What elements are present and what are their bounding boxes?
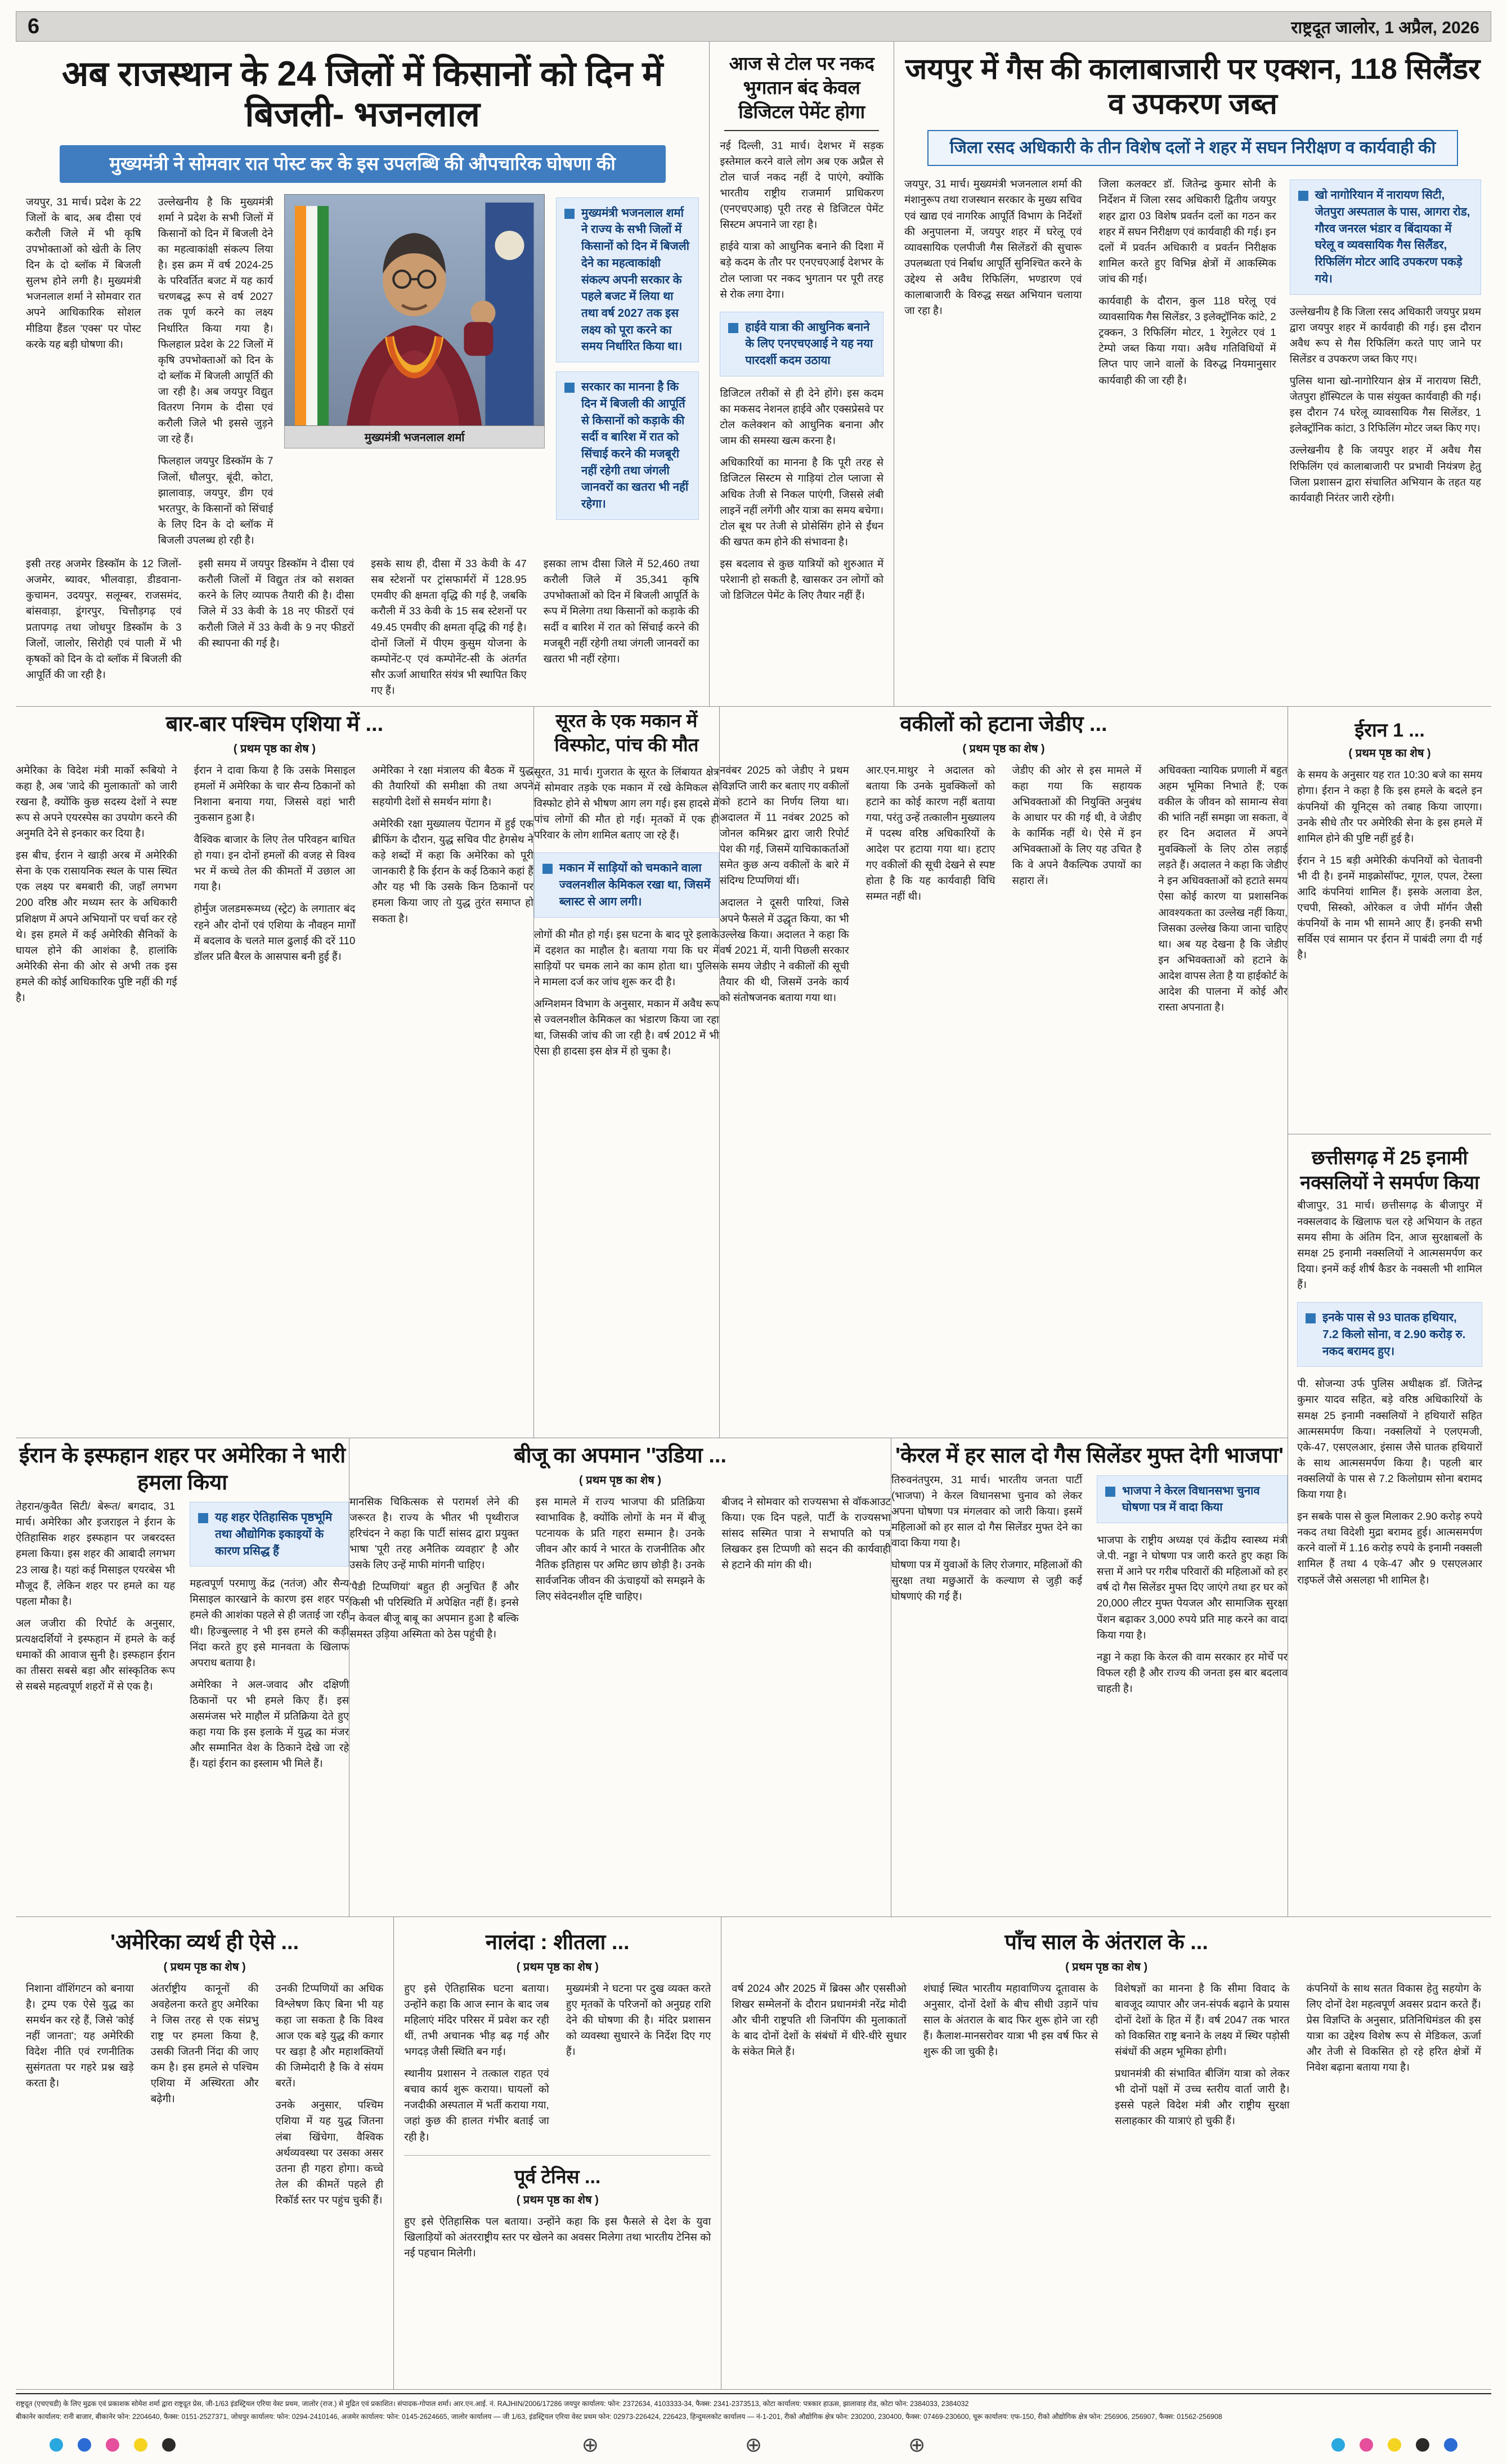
cm-photo bbox=[284, 194, 545, 548]
highlight-box bbox=[556, 371, 699, 520]
article-paragraph: अधिकारियों का मानना है कि पूरी तरह से डिजिटल सिस्टम से गाड़ियां टोल प्लाजा से अधिक तेजी से निकल पाएंगी, जिससे लंबी लाइनें नहीं लगेंगी और यात्रा का समय बचेगा। टोल बूथ पर तेजी से प्रोसेसिंग होने से ईंधन की खपत कम होने की संभावना है। bbox=[720, 456, 884, 547]
article-paragraph: शंघाई स्थित भारतीय महावाणिज्य दूतावास के अनुसार, दोनों देशों के बीच सीधी उड़ानें पांच साल के अंतराल के बाद फिर शुरू होने जा रही हैं। कैलाश-मानसरोवर यात्रा भी इस वर्ष फिर से शुरू की जा चुकी है। bbox=[923, 1982, 1098, 2058]
article-paragraph: उनकी टिप्पणियों का अधिक विश्लेषण किए बिना भी यह कहा जा सकता है कि विश्व आज एक बड़े युद्ध की कगार पर खड़ा है और महाशक्तियों की जिम्मेदारी है कि वे संयम बरतें। bbox=[275, 1982, 384, 2089]
article-paragraph: अल जजीरा की रिपोर्ट के अनुसार, प्रत्यक्षदर्शियों ने इस्फहान में हमले के कई धमाकों की आवाज सुनी है। इस्फहान ईरान का तीसरा सबसे बड़ा और सांस्कृतिक रूप से सबसे महत्वपूर्ण शहरों में से एक है। bbox=[16, 1617, 176, 1693]
imprint-line: बीकानेर कार्यालय: रानी बाजार, बीकानेर फोन: 2204640, फैक्स: 0151-2527371, जोधपुर कार्यालय: फोन: 0294-2410146, अजमेर कार्यालय: फोन: 0145-2624665, जालोर कार्यालय — जी 1/63, इंडस्ट्रियल एरिया वेस्ट प्रथम फोन: 02973-226424, 226423, हिन्दुमलकोट कार्यालय — नं-1-201, रीको औद्योगिक क्षेत्र फोन: 230200, 230400, फैक्स: 07469-230600, चूरू कार्यालय: एफ-150, रीको औद्योगिक क्षेत्र फोन: 256906, 256907, फैक्स: 01562-256908 bbox=[16, 2412, 1222, 2421]
article-paragraph: पी. सोजन्या उर्फ पुलिस अधीक्षक डॉ. जितेन्द्र कुमार यादव सहित, बड़े वरिष्ठ अधिकारियों के समक्ष 25 इनामी नक्सलियों ने हथियारों सहित आत्मसमर्पण किया। नक्सलियों ने एलएमजी, एके-47, एसएलआर, इंसास जैसे घातक हथियारों के साथ आत्मसमर्पण किया है। पहली बार नक्सलियों के पास से 7.2 किलोग्राम सोना बरामद किया गया है। bbox=[1297, 1377, 1482, 1501]
article-paragraph: वर्ष 2024 और 2025 में ब्रिक्स और एससीओ शिखर सम्मेलनों के दौरान प्रधानमंत्री नरेंद्र मोदी और चीनी राष्ट्रपति शी जिनपिंग की मुलाकातों के बाद दोनों देशों के संबंधों में धीरे-धीरे सुधार के संकेत मिले हैं। bbox=[732, 1982, 907, 2058]
article-paragraph: हुए इसे ऐतिहासिक घटना बताया। उन्होंने कहा कि आज स्नान के बाद जब महिलाएं मंदिर परिसर में प्रवेश कर रही थीं, तभी अचानक भीड़ बढ़ गई और भगदड़ जैसी स्थिति बन गई। bbox=[404, 1982, 549, 2058]
gas-subhead: जिला रसद अधिकारी के तीन विशेष दलों ने शहर में सघन निरीक्षण व कार्यवाही की bbox=[927, 130, 1458, 167]
article-paragraph: अग्निशमन विभाग के अनुसार, मकान में अवैध रूप से ज्वलनशील केमिकल का भंडारण किया जा रहा था, जिसकी जांच की जा रही है। वर्ष 2012 में भी ऐसा ही हादसा इस क्षेत्र में हो चुका है। bbox=[533, 998, 719, 1057]
kerala-body-row bbox=[891, 1472, 1288, 1703]
article-paragraph: उल्लेखनीय है कि मुख्यमंत्री शर्मा ने प्रदेश के सभी जिलों में किसानों को दिन में बिजली देने का महत्वाकांक्षी संकल्प लिया है। इस क्रम में वर्ष 2024-25 के परिवर्तित बजट में यह कार्य चरणबद्ध रूप से वर्ष 2027 तक पूर्ण करने का लक्ष्य निर्धारित किया गया है। फिलहाल प्रदेश के 22 जिलों में कृषि उपभोक्ताओं को दिन के दो ब्लॉक में बिजली आपूर्ति की जा रही है। अब जयपुर विद्युत वितरण निगम के दीसा एवं करौली जिले भी इससे जुड़ने जा रहे हैं। bbox=[158, 195, 273, 445]
article-paragraph: डिजिटल तरीकों से ही देने होंगे। इस कदम का मकसद नेशनल हाईवे और एक्सप्रेसवे पर टोल कलेक्शन को आधुनिक बनाना और जाम की समस्या खत्म करना है। bbox=[720, 387, 884, 447]
article-paragraph: 'पैडी टिप्पणियां' बहुत ही अनुचित हैं और किसी भी परिस्थिति में अपेक्षित नहीं हैं। इनसे न केवल बीजू बाबू का अपमान हुआ है बल्कि समस्त उड़िया अस्मिता को ठेस पहुंची है। bbox=[349, 1581, 519, 1640]
article-paragraph: जिला कलक्टर डॉ. जितेन्द्र कुमार सोनी के निर्देशन में जिला रसद अधिकारी द्वितीय जयपुर शहर द्वारा 03 विशेष प्रवर्तन दलों का गठन कर शहर में सघन निरीक्षण एवं कार्यवाही की गई। इन दलों में प्रवर्तन अधिकारी व प्रवर्तन निरीक्षक शामिल करते हुए विभिन्न क्षेत्रों में आकस्मिक जांच की गई। bbox=[1098, 178, 1276, 285]
nalanda-body bbox=[404, 1981, 711, 2145]
bullet-square-icon bbox=[1306, 1313, 1316, 1323]
article-paragraph: जयपुर, 31 मार्च। मुख्यमंत्री भजनलाल शर्मा की मंशानुरूप तथा राजस्थान सरकार के मुख्य सचिव एवं खाद्य एवं नागरिक आपूर्ति विभाग के निर्देशों की अनुपालना में, जयपुर शहर में घरेलू एवं व्यावसायिक एलपीजी गैस सिलेंडरों की सुचारू उपलब्धता एवं निर्बाध आपूर्ति सुनिश्चित करने के उद्देश्य से अवैध रिफिलिंग, भण्डारण एवं कालाबाजारी के विरुद्ध सख्त अभियान चलाया जा रहा है। bbox=[904, 178, 1082, 317]
lead-subhead: मुख्यमंत्री ने सोमवार रात पोस्ट कर के इस उपलब्धि की औपचारिक घोषणा की bbox=[60, 145, 666, 183]
article-paragraph: उल्लेखनीय है कि जिला रसद अधिकारी जयपुर प्रथम द्वारा जयपुर शहर में कार्यवाही की गई। इस दौरान अवैध रूप से गैस रिफिलिंग करते पाए जाने पर सिलेंडर व उपकरण जब्त किए गए। bbox=[1289, 305, 1481, 365]
page-footer bbox=[16, 2393, 1491, 2459]
continuation-label: ( प्रथम पृष्ठ का शेष ) bbox=[579, 1474, 662, 1487]
bullet-square-icon bbox=[564, 383, 575, 393]
lead-top-row bbox=[26, 194, 699, 548]
article-paragraph: नई दिल्ली, 31 मार्च। देशभर में सड़क इस्तेमाल करने वाले लोग अब एक अप्रैल से टोल चार्ज नकद नहीं दे पाएंगे, क्योंकि भारतीय राष्ट्रीय राजमार्ग प्राधिकरण (एनएचएआइ) पूरी तरह से डिजिटल पेमेंट सिस्टम अपनाने जा रहा है। bbox=[720, 139, 884, 231]
continuation-label: ( प्रथम पृष्ठ का शेष ) bbox=[1065, 1960, 1148, 1973]
bullet-square-icon bbox=[542, 864, 553, 874]
highlight-text: भाजपा ने केरल विधानसभा चुनाव घोषणा पत्र में वादा किया bbox=[1122, 1484, 1260, 1514]
article-gas bbox=[894, 42, 1491, 706]
iran-continued-body bbox=[1297, 767, 1482, 969]
kerala-headline: 'केरल में हर साल दो गैस सिलेंडर मुफ्त देगी भाजपा' bbox=[895, 1444, 1284, 1468]
gas-body-row bbox=[904, 176, 1481, 512]
cm-photo-frame bbox=[284, 194, 545, 426]
continuation-label: ( प्रथम पृष्ठ का शेष ) bbox=[1348, 747, 1431, 760]
article-paragraph: सूरत, 31 मार्च। गुजरात के सूरत के लिंबायत क्षेत्र में सोमवार तड़के एक मकान में रखे केमिकल से विस्फोट होने से भीषण आग लग गई। इस हादसे में पांच लोगों की मौत हो गई। मृतकों में एक ही परिवार के लोग शामिल बताए जा रहे हैं। bbox=[533, 765, 719, 841]
article-toll bbox=[709, 42, 894, 706]
registration-dot bbox=[134, 2438, 147, 2452]
article-paragraph: ईरान ने 15 बड़ी अमेरिकी कंपनियों को चेतावनी भी दी है। इनमें माइक्रोसॉफ्ट, गूगल, एपल, टेस्ला आदि कंपनियां शामिल हैं। इसके अलावा डेल, एचपी, सिस्को, ओरेकल व जेपी मॉर्गन जैसी कंपनियों के नाम भी सामने आए हैं। इनकी सभी सर्विस एवं सामान पर ईरान में पाबंदी लगा दी गई है। bbox=[1297, 854, 1482, 961]
article-tennis bbox=[404, 2155, 711, 2268]
article-paragraph: होर्मुज जलडमरूमध्य (स्ट्रेट) के लगातार बंद रहने और दोनों एवं एशिया के नौवहन मार्गों में बदलाव के चलते माल ढुलाई की दरें 110 डॉलर प्रति बैरल के आसपास बनी हुई हैं। bbox=[194, 903, 356, 962]
highlight-box bbox=[556, 198, 699, 362]
highlight-text: इनके पास से 93 घातक हथियार, 7.2 किलो सोना, व 2.90 करोड़ रु. नकद बरामद हुए। bbox=[1322, 1311, 1466, 1358]
article-paragraph: निशाना वॉशिंगटन को बनाया है। ट्रम्प एक ऐसे युद्ध का समर्थन कर रहे हैं, जिसे 'कोई नहीं जानता'; यह अमेरिकी विदेश नीति एवं रणनीतिक सुसंगतता पर गहरे प्रश्न खड़े करता है। bbox=[26, 1982, 134, 2089]
article-paragraph: अंतर्राष्ट्रीय कानूनों की अवहेलना करते हुए अमेरिका ने जिस तरह से एक संप्रभु राष्ट्र पर हमला किया है, उसकी जितनी निंदा की जाए कम है। इस हमले से पश्चिम एशिया में अस्थिरता और बढ़ेगी। bbox=[150, 1982, 259, 2105]
west-asia-headline: बार-बार पश्चिम एशिया में ... bbox=[165, 712, 384, 737]
article-paragraph: अदालत ने दूसरी पारियां, जिसे अपने फैसले में उद्धृत किया, का भी उल्लेख किया। अदालत ने कहा कि वर्ष 2021 में, यानी पिछली सरकार के समय जेडीए ने वकीलों की सूची तैयार की थी, जिसमें उनके कार्य को संतोषजनक बताया गया था। bbox=[719, 896, 849, 1004]
zone-top bbox=[16, 42, 1491, 707]
article-paragraph: इसका लाभ दीसा जिले में 52,460 तथा करौली जिले में 35,341 कृषि उपभोक्ताओं को दिन में बिजली आपूर्ति के रूप में मिलेगा तथा किसानों को कड़ाके की सर्दी व बारिश में रात को सिंचाई करने की मजबूरी नहीं रहेगी तथा जंगली जानवरों का खतरा भी नहीं रहेगा। bbox=[543, 558, 699, 665]
article-naxal-surrender bbox=[1288, 1134, 1491, 1601]
continuation-label: ( प्रथम पृष्ठ का शेष ) bbox=[516, 2193, 599, 2206]
masthead: राष्ट्रदूत जालोर, 1 अप्रैल, 2026 bbox=[1291, 18, 1479, 37]
article-paragraph: हुए इसे ऐतिहासिक पल बताया। उन्होंने कहा कि इस फैसले से देश के युवा खिलाड़ियों को अंतरराष्ट्रीय स्तर पर खेलने का अवसर मिलेगा तथा भारतीय टेनिस को नई पहचान मिलेगी। bbox=[404, 2215, 711, 2259]
registration-dot bbox=[106, 2438, 119, 2452]
highlight-box bbox=[1297, 1302, 1482, 1367]
article-paragraph: कार्यवाही के दौरान, कुल 118 घरेलू एवं व्यावसायिक गैस सिलेंडर, 3 इलेक्ट्रॉनिक कांटे, 2 ट्रक्कन, 3 रिफिलिंग मोटर, 1 रेगुलेटर एवं 1 टेम्पो जब्त किया गया। अवैध गतिविधियों में लिप्त पाए जाने वालों के विरुद्ध नियमानुसार कार्यवाही की जा रही है। bbox=[1098, 295, 1276, 386]
crosshair-icon: ⊕ bbox=[581, 2432, 599, 2456]
biju-body bbox=[349, 1494, 891, 1642]
gas-body-right-text bbox=[1290, 304, 1481, 512]
america-headline: 'अमेरिका व्यर्थ ही ऐसे ... bbox=[110, 1931, 299, 1955]
kerala-body-right bbox=[1097, 1472, 1288, 1703]
article-america bbox=[16, 1917, 393, 2389]
registration-dot bbox=[162, 2438, 176, 2452]
lead-body-bottom bbox=[26, 556, 699, 698]
naxal-body-a bbox=[1297, 1197, 1482, 1299]
biju-headline: बीजू का अपमान ''उडिया ... bbox=[514, 1444, 726, 1468]
article-paragraph: इस मामले में राज्य भाजपा की प्रतिक्रिया स्वाभाविक है, क्योंकि लोगों के मन में बीजू पटनायक के प्रति गहरा सम्मान है। उनके जीवन और कार्य ने भारत के राजनीतिक और नैतिक इतिहास पर अमिट छाप छोड़ी है। उनके सार्वजनिक जीवन की ऊंचाइयों को समझने के लिए संवेदनशील दृष्टि चाहिए। bbox=[535, 1495, 705, 1603]
article-paragraph: उनके अनुसार, पश्चिम एशिया में यह युद्ध जितना लंबा खिंचेगा, वैश्विक अर्थव्यवस्था पर उसका असर उतना ही गहरा होगा। कच्चे तेल की कीमतें पहले ही रिकॉर्ड स्तर पर पहुंच चुकी हैं। bbox=[275, 2099, 384, 2206]
article-paragraph: इसके साथ ही, दीसा में 33 केवी के 47 सब स्टेशनों पर ट्रांसफार्मरों में 128.95 एमवीए की क्षमता वृद्धि की गई है, जबकि करौली में 33 केवी के 15 सब स्टेशनों पर 49.45 एमवीए की क्षमता वृद्धि की गई है। दोनों जिलों में पीएम कुसुम योजना के कम्पोनेंट-ए एवं कम्पोनेंट-सी के अंतर्गत सौर ऊर्जा आधारित संयंत्र भी स्थापित किए गए हैं। bbox=[371, 558, 527, 696]
zone-middle bbox=[16, 707, 1491, 1917]
registration-dots-left bbox=[50, 2438, 176, 2452]
zone-b bbox=[16, 707, 1288, 1438]
bullet-square-icon bbox=[728, 323, 738, 333]
article-paragraph: जयपुर, 31 मार्च। प्रदेश के 22 जिलों के बाद, अब दीसा एवं करौली जिले में भी कृषि उपभोक्ताओं को खेती के लिए दिन के दो ब्लॉक में बिजली सुलभ होने लगी है। मुख्यमंत्री भजनलाल शर्मा ने सोमवार रात अपने आधिकारिक सोशल मीडिया हैंडल 'एक्स' पर पोस्ट करके यह बड़ी घोषणा की। bbox=[26, 195, 141, 350]
article-paragraph: अमेरिका के विदेश मंत्री मार्को रूबियो ने कहा है, अब 'जादे की मुलाकातों' को जारी रखना है, क्योंकि कुछ सदस्य देशों ने स्पष्ट रूप से अपने एयरस्पेस का उपयोग करने की अनुमति देने से इनकार कर दिया है। bbox=[16, 764, 177, 840]
registration-dots-right bbox=[1331, 2438, 1457, 2452]
highlight-box bbox=[720, 312, 883, 376]
article-west-asia bbox=[16, 707, 533, 1438]
article-paragraph: इस बदलाव से कुछ यात्रियों को शुरुआत में परेशानी हो सकती है, खासकर उन लोगों को जो डिजिटल पेमेंट के लिए तैयार नहीं हैं। bbox=[720, 558, 884, 602]
continuation-label: ( प्रथम पृष्ठ का शेष ) bbox=[516, 1960, 599, 1973]
surat-body-a bbox=[534, 764, 719, 850]
imprint-line: राष्ट्रदूत (एचएचडी) के लिए मुद्रक एवं प्रकाशक सोमेश शर्मा द्वारा राष्ट्रदूत प्रेस, जी-1/63 इंडस्ट्रियल एरिया वेस्ट प्रथम, जालोर (राज.) से मुद्रित एवं प्रकाशित। संपादक-गोपाल शर्मा। आर.एन.आई. नं. RAJHIN/2006/17286 जयपुर कार्यालय: फोन: 2372634, 4103333-34, फैक्स: 2341-2373513, कोटा कार्यालय: पत्रकार हाऊस, झालावाड़ रोड, कोटा फोन: 2384033, 2384032 bbox=[16, 2400, 969, 2408]
article-paragraph: फिलहाल जयपुर डिस्कॉम के 7 जिलों, धौलपुर, बूंदी, कोटा, झालावाड़, जयपुर, डीग एवं भरतपुर, के किसानों को सिंचाई के लिए दिन के दो ब्लॉक में बिजली उपलब्ध हो रही है। bbox=[158, 455, 273, 546]
bullet-square-icon bbox=[1105, 1487, 1115, 1497]
gas-headline: जयपुर में गैस की कालाबाजारी पर एक्शन, 118 सिलैंडर व उपकरण जब्त bbox=[905, 53, 1481, 121]
article-paragraph: स्थानीय प्रशासन ने तत्काल राहत एवं बचाव कार्य शुरू कराया। घायलों को नजदीकी अस्पताल में भर्ती कराया गया, जहां कुछ की हालत गंभीर बताई जा रही है। bbox=[404, 2067, 549, 2143]
article-paragraph: अमेरिका ने अल-जवाद और दक्षिणी ठिकानों पर भी हमले किए हैं। इस असमंजस भरे माहौल में प्रतिक्रिया देते हुए कहा गया कि इस इलाके में युद्ध का मंजर और सम्मानित वेश के ठिकाने देखे जा रहे हैं। यहां ईरान का इस्लाम भी मिले हैं। bbox=[190, 1678, 349, 1770]
print-registration-marks bbox=[16, 2425, 1491, 2459]
crosshair-icon: ⊕ bbox=[744, 2432, 763, 2456]
article-paragraph: मानसिक चिकित्सक से परामर्श लेने की जरूरत है। राज्य के भीतर भी पृथ्वीराज हरिचंदन ने कहा कि पार्टी सांसद द्वारा प्रयुक्त भाषा 'पूरी तरह अनैतिक व्यवहार' है और उसके लिए उन्हें माफी मांगनी चाहिए। bbox=[349, 1495, 519, 1571]
registration-dot bbox=[1388, 2438, 1401, 2452]
tennis-body bbox=[404, 2214, 711, 2267]
article-jda bbox=[719, 707, 1288, 1438]
article-paragraph: विशेषज्ञों का मानना है कि सीमा विवाद के बावजूद व्यापार और जन-संपर्क बढ़ाने के प्रयास दोनों देशों के हित में हैं। वर्ष 2047 तक भारत को विकसित राष्ट्र बनाने के लक्ष्य में स्थिर पड़ोसी संबंधों की अहम भूमिका होगी। bbox=[1115, 1982, 1290, 2058]
gas-body-left bbox=[904, 176, 1276, 512]
registration-dot bbox=[1331, 2438, 1345, 2452]
west-asia-body bbox=[16, 762, 533, 1006]
article-paragraph: कंपनियों के साथ सतत विकास हेतु सहयोग के लिए दोनों देश महत्वपूर्ण अवसर प्रदान करते हैं। प्रेस विज्ञप्ति के अनुसार, प्रतिनिधिमंडल की इस यात्रा का उद्देश्य विशेष रूप से मेडिकल, ऊर्जा और तेजी से विकसित हो रहे हरित क्षेत्रों में निवेश बढ़ाना बताया गया है। bbox=[1306, 1982, 1481, 2073]
highlight-text: मुख्यमंत्री भजनलाल शर्मा ने राज्य के सभी जिलों में किसानों को दिन में बिजली देने का महत्वाकांक्षी संकल्प अपनी सरकार के पहले बजट में लिया था तथा वर्ष 2027 तक इस लक्ष्य को पूरा करने का समय निर्धारित किया था। bbox=[581, 206, 689, 353]
article-paragraph: इस बीच, ईरान ने खाड़ी अरब में अमेरिकी सेना के एक रासायनिक स्थल के पास स्थित एक लक्ष्य पर बमबारी की, जहाँ लगभग 200 वरिष्ठ और मध्यम स्तर के अधिकारी प्रशिक्षण में अपने अभियानों पर चर्चा कर रहे थे। इस हमले में कई अमेरिकी सैनिकों के घायल होने की आशंका है, हालांकि अमेरिकी सेना की ओर से अभी तक इस हमले की कोई आधिकारिक पुष्टि नहीं की गई है। bbox=[16, 849, 177, 1004]
isfahan-headline: ईरान के इस्फहान शहर पर अमेरिका ने भारी हमला किया bbox=[19, 1444, 346, 1494]
article-paragraph: मुख्यमंत्री ने घटना पर दुख व्यक्त करते हुए मृतकों के परिजनों को अनुग्रह राशि देने की घोषणा की है। मंदिर प्रशासन को व्यवस्था सुधारने के निर्देश दिए गए हैं। bbox=[566, 1982, 711, 2058]
article-paragraph: बीजद ने सोमवार को राज्यसभा से वॉकआउट किया। एक दिन पहले, पार्टी के राज्यसभा सांसद सस्मित पात्रा ने सभापति को पत्र लिखकर इस टिप्पणी को सदन की कार्यवाही से हटाने की मांग की थी। bbox=[721, 1495, 891, 1571]
continuation-label: ( प्रथम पृष्ठ का शेष ) bbox=[962, 742, 1045, 755]
tennis-headline: पूर्व टेनिस ... bbox=[514, 2166, 601, 2188]
surat-headline: सूरत के एक मकान में विस्फोट, पांच की मौत bbox=[554, 710, 699, 755]
highlight-box bbox=[534, 852, 719, 917]
article-paragraph: पुलिस थाना खो-नागोरियान क्षेत्र में नारायण सिटी, जेतपुरा हॉस्पिटल के पास संयुक्त कार्यवाही की गई। इस दौरान 74 घरेलू व्यावसायिक गैस सिलेंडर, 1 इलेक्ट्रॉनिक कांटा, 3 रिफिलिंग मोटर जब्त किए गए। bbox=[1289, 375, 1481, 434]
article-paragraph: नवंबर 2025 को जेडीए ने प्रथम विज्ञप्ति जारी कर बताए गए वकीलों को हटाने का निर्णय लिया था। अदालत में 11 नवंबर 2025 को जोनल कमिश्नर द्वारा जारी रिपोर्ट पेश की गई, जिसमें याचिकाकर्ताओं समेत कुछ अन्य वकीलों के बारे में संदिग्ध टिप्पणियां थीं। bbox=[719, 764, 849, 887]
zone-middle-main bbox=[16, 707, 1288, 1917]
article-paragraph: इसी समय में जयपुर डिस्कॉम ने दीसा एवं करौली जिलों में विद्युत तंत्र को सशक्त करने के लिए व्यापक तैयारी की है। दीसा जिले में 33 केवी के 18 नए फीडरों एवं करौली जिले में 33 केवी के 9 नए फीडरों की स्थापना की गई है। bbox=[198, 558, 355, 649]
article-paragraph: तिरुवनंतपुरम, 31 मार्च। भारतीय जनता पार्टी (भाजपा) ने केरल विधानसभा चुनाव को लेकर अपना घोषणा पत्र मंगलवार को जारी किया। इसमें महिलाओं को हर साल दो गैस सिलेंडर मुफ्त देने का वादा किया गया है। bbox=[891, 1473, 1083, 1549]
article-lead bbox=[16, 42, 709, 706]
article-kerala bbox=[891, 1438, 1288, 1917]
article-paragraph: घोषणा पत्र में युवाओं के लिए रोजगार, महिलाओं की सुरक्षा तथा मछुआरों के कल्याण से जुड़ी कई घोषणाएं की गई हैं। bbox=[891, 1559, 1083, 1603]
article-paragraph: इन सबके पास से कुल मिलाकर 2.90 करोड़ रुपये नकद तथा विदेशी मुद्रा बरामद हुई। आत्मसमर्पण करने वालों में 1.16 करोड़ रुपये के इनामी नक्सली शामिल हैं तथा 4 एके-47 और 9 एसएलआर राइफलें जैसे असलहा भी शामिल है। bbox=[1297, 1510, 1482, 1586]
article-paragraph: लोगों की मौत हो गई। इस घटना के बाद पूरे इलाके में दहशत का माहौल है। बताया गया कि घर में साड़ियों पर चमक लाने का काम होता था। पुलिस ने मामला दर्ज कर जांच शुरू कर दी है। bbox=[533, 928, 719, 988]
zone-c bbox=[16, 1438, 1288, 1917]
highlight-text: हाईवे यात्रा की आधुनिक बनाने के लिए एनएचएआई ने यह नया पारदर्शी कदम उठाया bbox=[745, 320, 873, 367]
jda-headline: वकीलों को हटाना जेडीए ... bbox=[900, 712, 1107, 737]
cm-photo-image bbox=[285, 195, 544, 425]
page-number: 6 bbox=[28, 14, 40, 38]
highlight-text: यह शहर ऐतिहासिक पृष्ठभूमि तथा औद्योगिक इकाइयों के कारण प्रसिद्ध हैं bbox=[215, 1511, 333, 1558]
surat-body-b bbox=[534, 927, 719, 1066]
isfahan-body-right-text bbox=[190, 1576, 349, 1771]
crosshair-icon: ⊕ bbox=[908, 2432, 926, 2456]
five-years-headline: पाँच साल के अंतराल के ... bbox=[1004, 1931, 1208, 1955]
lead-headline: अब राजस्थान के 24 जिलों में किसानों को दिन में बिजली- भजनलाल bbox=[62, 55, 663, 134]
registration-dot bbox=[50, 2438, 63, 2452]
article-biju bbox=[349, 1438, 891, 1917]
five-years-body bbox=[732, 1981, 1481, 2129]
article-paragraph: प्रधानमंत्री की संभावित बीजिंग यात्रा को लेकर भी दोनों पक्षों में उच्च स्तरीय वार्ता जारी है। इससे पहले विदेश मंत्री और राष्ट्रीय सुरक्षा सलाहकार की यात्राएं हो चुकी हैं। bbox=[1115, 2067, 1290, 2127]
zone-bottom bbox=[16, 1917, 1491, 2390]
iran-continued-headline: ईरान 1 ... bbox=[1354, 720, 1425, 742]
article-paragraph: आर.एन.माथुर ने अदालत को बताया कि उनके मुवक्किलों को हटाने का कोई कारण नहीं बताया गया, परंतु उन्हें तत्कालीन मुख्यालय में पदस्थ वरिष्ठ अधिकारियों के आदेश पर हटाया गया था। हटाए गए वकीलों की सूची देखने से स्पष्ट होता है कि यह कार्यवाही विधि सम्मत नहीं थी। bbox=[865, 764, 995, 903]
article-paragraph: ईरान ने दावा किया है कि उसके मिसाइल हमलों में अमेरिका के चार सैन्य ठिकानों को निशाना बनाया गया, जिससे वहां भारी नुकसान हुआ है। bbox=[194, 764, 356, 823]
continuation-label: ( प्रथम पृष्ठ का शेष ) bbox=[233, 742, 316, 755]
isfahan-body-left bbox=[16, 1498, 175, 1778]
lead-body-top bbox=[26, 194, 273, 548]
registration-crosses bbox=[581, 2432, 926, 2456]
highlight-box bbox=[1290, 179, 1481, 294]
highlight-text: मकान में साड़ियों को चमकाने वाला ज्वलनशील केमिकल रखा था, जिसमें ब्लास्ट से आग लगी। bbox=[559, 861, 711, 908]
article-paragraph: अधिवक्ता न्यायिक प्रणाली में बहुत अहम भूमिका निभाते हैं; एक वकील के जीवन को सामान्य सेवा की भांति नहीं समझा जा सकता, वे हर दिन अदालत में अपने मुवक्किलों के लिए ठोस लड़ाई लड़ते हैं। अदालत ने कहा कि जेडीए ने इन अधिवक्ताओं को हटाते समय ऐसा कोई कारण या प्रशासनिक आवश्यकता का उल्लेख नहीं किया, जिसका उल्लेख किया जाना चाहिए था। अब यह देखना है कि जेडीए इन अभिवक्ताओं को हटाने के आदेश वापस लेता है या हाईकोर्ट के आदेश की पालना में कोई और रास्ता अपनाता है। bbox=[1158, 764, 1288, 1013]
article-paragraph: अमेरिकी रक्षा मुख्यालय पेंटागन में हुई एक ब्रीफिंग के दौरान, युद्ध सचिव पीट हेगसेथ ने कड़े शब्दों में कहा कि अमेरिका को पूरी जानकारी है कि ईरान के कई ठिकाने कहां हैं और यह भी कि उसके किन ठिकानों पर हमला किया जाए तो युद्ध तुरंत समाप्त हो सकता है। bbox=[372, 817, 533, 924]
registration-dot bbox=[78, 2438, 91, 2452]
article-paragraph: इसी तरह अजमेर डिस्कॉम के 12 जिलों-अजमेर, ब्यावर, भीलवाड़ा, डीडवाना-कुचामन, उदयपुर, सलूम्बर, राजसमंद, बांसवाड़ा, डूंगरपुर, चित्तौड़गढ़ एवं प्रतापगढ़ तथा जोधपुर डिस्कॉम के 3 जिलों, जालोर, सिरोही एवं पाली में भी कृषकों को दिन के दो ब्लॉक में बिजली की आपूर्ति की जा रही है। bbox=[26, 558, 182, 680]
highlight-box bbox=[1097, 1475, 1288, 1523]
isfahan-body-right bbox=[190, 1498, 349, 1778]
registration-dot bbox=[1444, 2438, 1457, 2452]
bullet-square-icon bbox=[198, 1513, 208, 1523]
article-paragraph: जेडीए की ओर से इस मामले में कहा गया कि सहायक अभिवक्ताओं की नियुक्ति अनुबंध के आधार पर की गई थी, वे जेडीए के कार्मिक नहीं थे। ऐसे में इन अभिवक्ताओं के लिए यह उचित है कि वे अपने वैकल्पिक उपायों का सहारा लें। bbox=[1012, 764, 1142, 887]
kerala-body-right-text bbox=[1097, 1532, 1288, 1696]
naxal-headline: छत्तीसगढ़ में 25 इनामी नक्सलियों ने समर्पण किया bbox=[1300, 1147, 1479, 1194]
article-paragraph: भाजपा के राष्ट्रीय अध्यक्ष एवं केंद्रीय स्वास्थ्य मंत्री जे.पी. नड्डा ने घोषणा पत्र जारी करते हुए कहा कि सत्ता में आने पर गरीब परिवारों की महिलाओं को हर वर्ष दो गैस सिलेंडर मुफ्त दिए जाएंगे तथा हर घर को 20,000 लीटर मुफ्त पेयजल और सामाजिक सुरक्षा पेंशन बढ़ाकर 3,000 रुपये प्रति माह करने का वादा किया गया है। bbox=[1097, 1534, 1288, 1641]
highlight-text: सरकार का मानना है कि दिन में बिजली की आपूर्ति से किसानों को कड़ाके की सर्दी व बारिश में रात को सिंचाई करने की मजबूरी नहीं रहेगी तथा जंगली जानवरों का खतरा भी नहीं रहेगा। bbox=[581, 380, 689, 511]
article-paragraph: वैश्विक बाजार के लिए तेल परिवहन बाधित हो गया। इन दोनों हमलों की वजह से विश्व भर में कच्चे तेल की कीमतों में उछाल आ गया है। bbox=[194, 833, 356, 893]
toll-body-b bbox=[720, 385, 883, 609]
article-isfahan bbox=[16, 1438, 349, 1917]
america-body bbox=[26, 1981, 383, 2209]
article-paragraph: महत्वपूर्ण परमाणु केंद्र (नतंज) और सैन्य मिसाइल कारखाने के कारण इस शहर पर हमले की आशंका पहले से ही जताई जा रही थी। हिज्बुल्लाह ने भी इस हमले की कड़ी निंदा करते हुए इसे मानवता के खिलाफ अपराध बताया है। bbox=[190, 1577, 349, 1668]
article-paragraph: उल्लेखनीय है कि जयपुर शहर में अवैध गैस रिफिलिंग एवं कालाबाजारी पर प्रभावी नियंत्रण हेतु जिला प्रशासन द्वारा संचालित अभियान के तहत यह कार्यवाही निरंतर जारी रहेगी। bbox=[1289, 444, 1481, 504]
bullet-square-icon bbox=[1298, 191, 1308, 201]
toll-headline: आज से टोल पर नकद भुगतान बंद केवल डिजिटल पेमेंट होगा bbox=[724, 52, 879, 131]
page-header bbox=[16, 11, 1491, 42]
registration-dot bbox=[1416, 2438, 1429, 2452]
right-rail bbox=[1288, 707, 1491, 1917]
registration-dot bbox=[1360, 2438, 1373, 2452]
lead-highlights bbox=[556, 194, 699, 548]
article-paragraph: नड्डा ने कहा कि केरल की वाम सरकार हर मोर्चे पर विफल रही है और राज्य की जनता इस बार बदलाव चाहती है। bbox=[1097, 1650, 1288, 1695]
article-paragraph: हाईवे यात्रा को आधुनिक बनाने की दिशा में बड़े कदम के तौर पर एनएचएआई देशभर के टोल प्लाजा पर नकद भुगतान पर पूरी तरह से रोक लगा देगा। bbox=[720, 240, 884, 300]
continuation-label: ( प्रथम पृष्ठ का शेष ) bbox=[163, 1960, 246, 1973]
highlight-text: खो नागोरियान में नारायण सिटी, जेतपुरा अस्पताल के पास, आगरा रोड, गौरव जनरल भंडार व बिंदायका में घरेलू व व्यवसायिक गैस सिलैंडर, रिफिलिंग मोटर आदि उपकरण पकड़े गये। bbox=[1315, 188, 1470, 285]
article-surat bbox=[533, 707, 719, 1438]
article-paragraph: अमेरिका ने रक्षा मंत्रालय की बैठक में युद्ध की तैयारियों की समीक्षा की तथा अपने सहयोगी देशों से समर्थन मांगा है। bbox=[372, 764, 533, 807]
gas-body-right bbox=[1290, 176, 1481, 512]
isfahan-body-row bbox=[16, 1498, 349, 1778]
kerala-body-left bbox=[891, 1472, 1082, 1703]
article-paragraph: के समय के अनुसार यह रात 10:30 बजे का समय होगा। ईरान ने कहा है कि इस हमले के बदले इन कंपनियों की यूनिट्स को तबाह किया जाएगा। उनके सीधे तौर पर अमेरिकी सेना के इस हमले में शामिल होने की पुष्टि नहीं हुई है। bbox=[1297, 769, 1482, 844]
highlight-box bbox=[190, 1502, 349, 1567]
article-iran-continued bbox=[1288, 707, 1491, 1134]
article-five-years bbox=[721, 1917, 1491, 2389]
article-paragraph: बीजापुर, 31 मार्च। छत्तीसगढ़ के बीजापुर में नक्सलवाद के खिलाफ चल रहे अभियान के तहत समय सीमा के अंतिम दिन, आज सुरक्षाबलों के समक्ष 25 इनामी नक्सलियों ने आत्मसमर्पण कर दिया। इनमें कई शीर्ष कैडर के नक्सली भी शामिल हैं। bbox=[1297, 1199, 1482, 1291]
naxal-body-b bbox=[1297, 1376, 1482, 1594]
nalanda-headline: नालंदा : शीतला ... bbox=[485, 1931, 630, 1955]
photo-caption: मुख्यमंत्री भजनलाल शर्मा bbox=[284, 426, 545, 448]
jda-body bbox=[720, 762, 1288, 1016]
article-paragraph: तेहरान/कुवैत सिटी/ बेरूत/ बगदाद, 31 मार्च। अमेरिका और इजराइल ने ईरान के ऐतिहासिक शहर इस्फहान पर जबरदस्त हमला किया। इस शहर की आबादी लगभग 23 लाख है। यहां कई मिसाइल एयरबेस भी मौजूद हैं, लेकिन शहर पर हमले का यह पहला मौका है। bbox=[16, 1500, 176, 1607]
toll-body-a bbox=[720, 138, 883, 308]
bullet-square-icon bbox=[564, 209, 575, 219]
article-nalanda bbox=[393, 1917, 721, 2389]
